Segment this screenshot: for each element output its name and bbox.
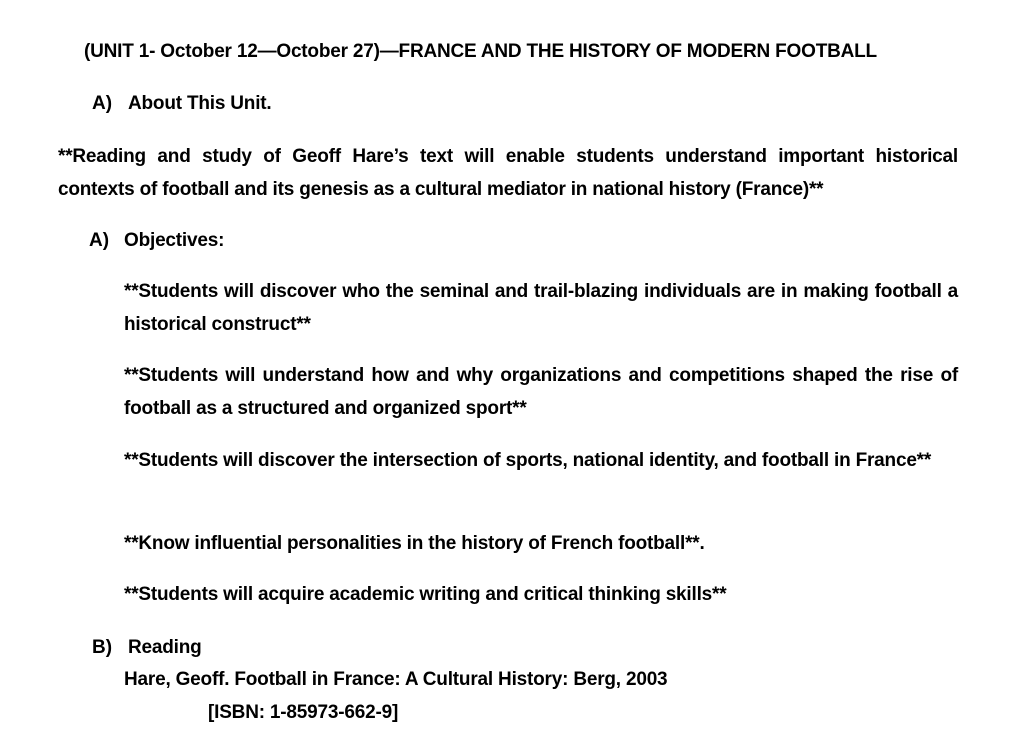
about-heading: About This Unit. [128, 93, 272, 114]
objective-item-5: **Students will acquire academic writing and critical thinking skills** [124, 584, 727, 605]
reading-marker: B) [92, 637, 113, 658]
reading-citation: Hare, Geoff. Football in France: A Cultural History: Berg, 2003 [124, 669, 668, 690]
reading-heading: Reading [128, 637, 202, 658]
objective-item-1: **Students will discover who the seminal and trail-blazing individuals are in making football a historical construct** [124, 281, 958, 335]
objective-item-3: **Students will discover the intersection of sports, national identity, and football in France** [124, 450, 932, 471]
objectives-marker: A) [89, 230, 110, 251]
objective-item-2: **Students will understand how and why organizations and competitions shaped the rise of football as a structured and organized sport** [124, 365, 958, 419]
unit-title: (UNIT 1- October 12—October 27)—FRANCE AND THE HISTORY OF MODERN FOOTBALL [84, 41, 877, 62]
about-marker: A) [92, 93, 113, 114]
objectives-heading: Objectives: [124, 230, 225, 251]
reading-isbn: [ISBN: 1-85973-662-9] [208, 702, 399, 723]
about-description: **Reading and study of Geoff Hare’s text will enable students understand important historical contexts of football and its genesis as a cultural mediator in national history (France)** [58, 146, 958, 200]
objective-item-4: **Know influential personalities in the history of French football**. [124, 533, 705, 554]
